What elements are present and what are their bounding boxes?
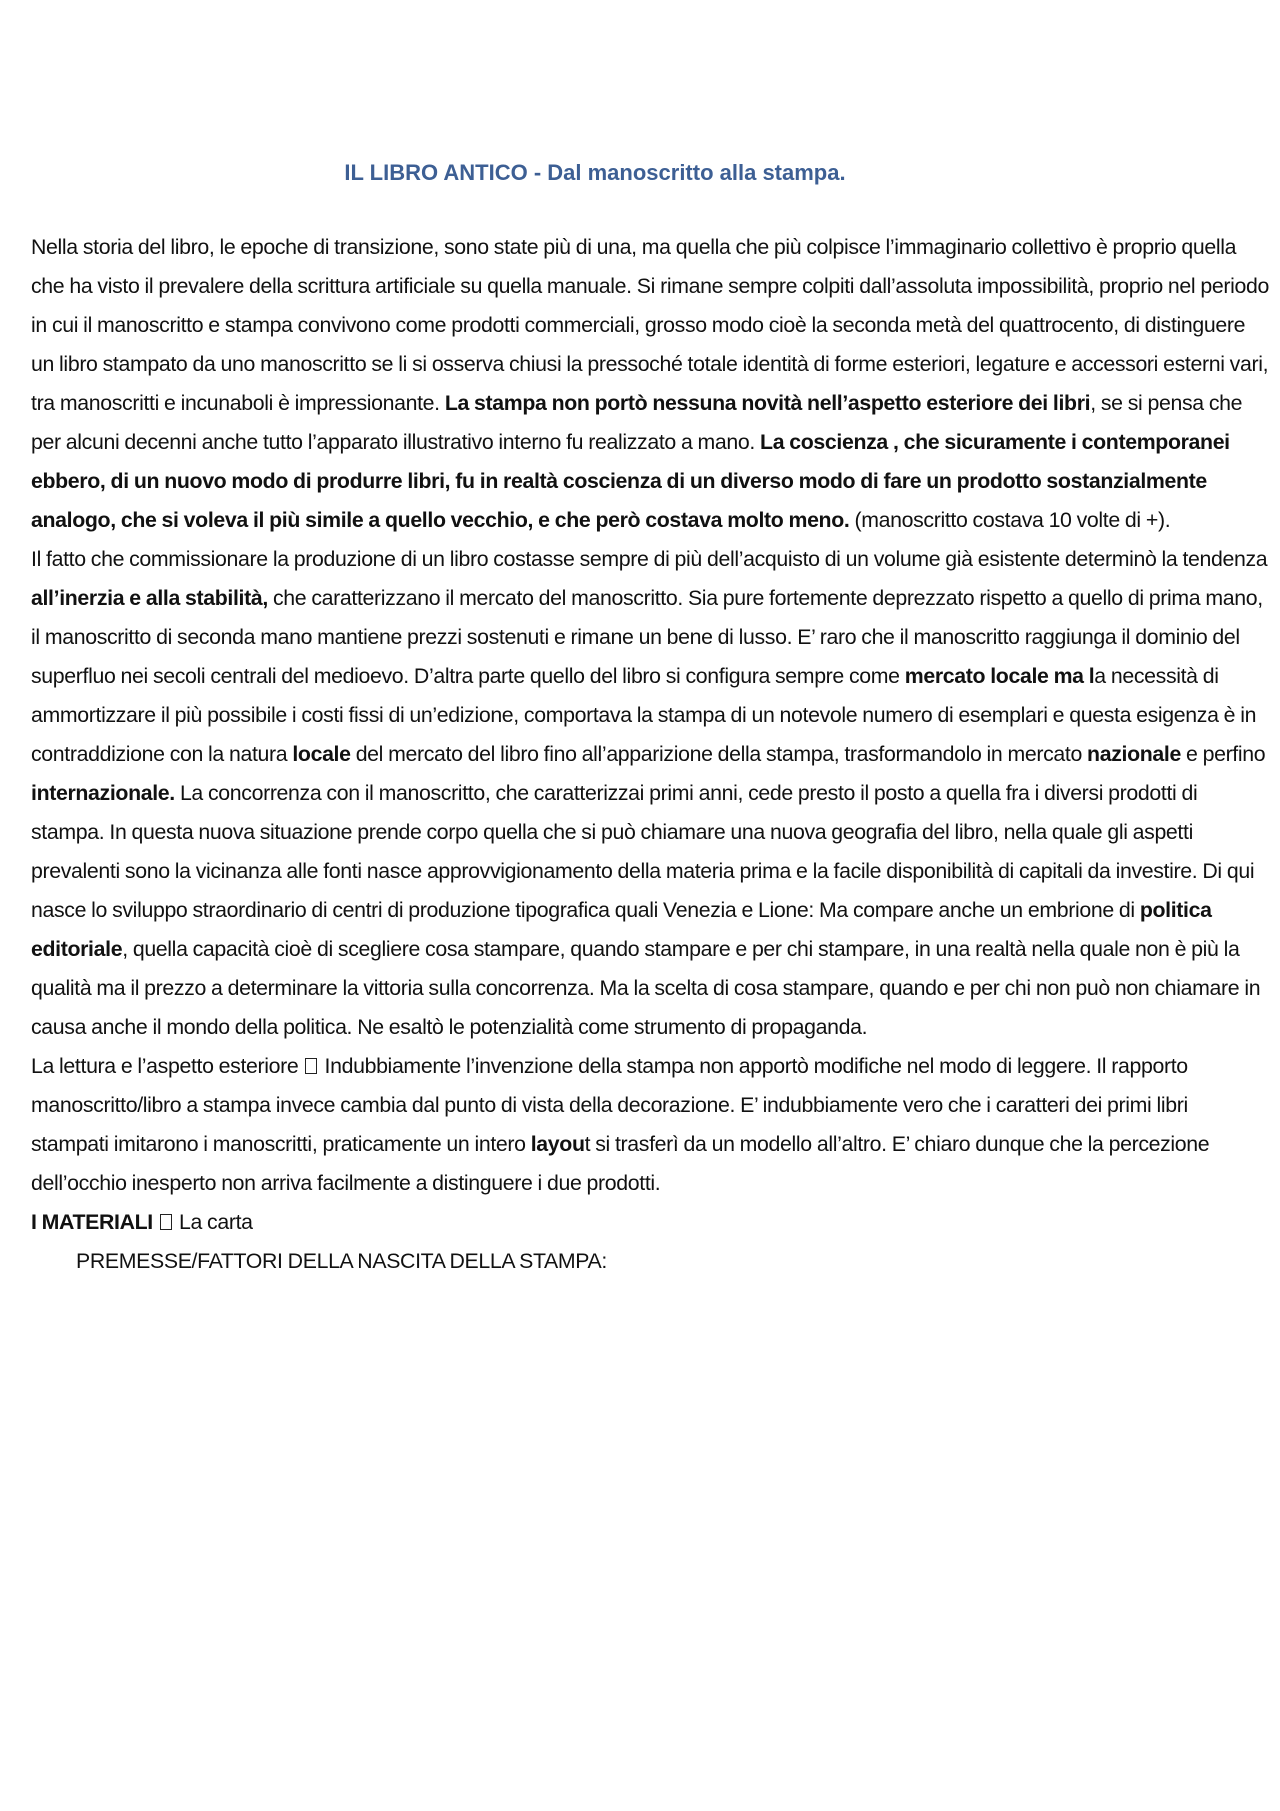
bold-run: nazionale: [1087, 742, 1181, 766]
bold-run: La stampa non portò nessuna novità nell’aspetto esteriore dei libri: [444, 391, 1091, 415]
document-title: IL LIBRO ANTICO - Dal manoscritto alla stampa.: [344, 160, 846, 185]
paragraph-intro: [31, 228, 1269, 540]
paragraph-reading: [31, 1047, 1269, 1203]
text-run: Nella storia del libro, le epoche di transizione, sono state più di una, ma quella che più colpisce l’immaginario collettivo è proprio quella che ha visto il prevalere della scrittura artificiale su quella manuale. Si rimane sempre colpiti dall’assoluta impossibilità, proprio nel periodo in cui il manoscritto e stampa convivono come prodotti commerciali, grosso modo cioè la seconda metà del quattrocento, di distinguere un libro stampato da uno manoscritto se li si osserva chiusi la pressoché totale identità di forme esteriori, legature e accessori esterni vari, tra manoscritti e incunaboli è impressionante.: [31, 235, 1269, 415]
text-run: t si trasferì da un modello all’altro. E’ chiaro dunque che la percezione dell’occhio inesperto non arriva facilmente a distinguere i due prodotti.: [31, 1132, 1210, 1195]
bold-run: layou: [530, 1132, 585, 1156]
text-run: La carta: [173, 1210, 253, 1234]
text-run: Il fatto che commissionare la produzione di un libro costasse sempre di più dell’acquisto di un volume già esistente determinò la tendenza: [31, 547, 1268, 571]
paragraph-market: [31, 540, 1269, 1047]
bold-run: La coscienza , che sicuramente i contemporanei ebbero, di un nuovo modo di produrre libri, fu in realtà coscienza di un diverso modo di fare un prodotto sostanzialmente analogo, che si voleva il più simile a quello vecchio, e che però costava molto meno.: [31, 430, 1230, 532]
text-run: La lettura e l’aspetto esteriore: [31, 1054, 304, 1078]
bold-run: mercato locale ma l: [904, 664, 1095, 688]
text-run: , se si pensa che per alcuni decenni anche tutto l’apparato illustrativo interno fu realizzato a mano.: [31, 391, 1243, 454]
bold-run: locale: [292, 742, 351, 766]
bold-run: internazionale.: [31, 781, 175, 805]
text-run: a necessità di ammortizzare il più possibile i costi fissi di un’edizione, comportava la stampa di un notevole numero di esemplari e questa esigenza è in contraddizione con la natura: [31, 664, 1257, 766]
paragraph-materials: [31, 1203, 1269, 1242]
text-run: (manoscritto costava 10 volte di +).: [849, 508, 1171, 532]
text-run: Indubbiamente l’invenzione della stampa non apportò modifiche nel modo di leggere. Il rapporto manoscritto/libro a stampa invece cambia dal punto di vista della decorazione. E’ indubbiamente vero che i caratteri dei primi libri stampati imitarono i manoscritti, praticamente un intero: [31, 1054, 1188, 1156]
document-body: [31, 228, 1269, 1281]
text-run: del mercato del libro fino all’apparizione della stampa, trasformandolo in mercato: [350, 742, 1088, 766]
text-run: PREMESSE/FATTORI DELLA NASCITA DELLA STAMPA:: [76, 1249, 607, 1273]
text-run: La concorrenza con il manoscritto, che caratterizzai primi anni, cede presto il posto a quella fra i diversi prodotti di stampa. In questa nuova situazione prende corpo quella che si può chiamare una nuova geografia del libro, nella quale gli aspetti prevalenti sono la vicinanza alle fonti nasce approvvigionamento della materia prima e la facile disponibilità di capitali da investire. Di qui nasce lo sviluppo straordinario di centri di produzione tipografica quali Venezia e Lione: Ma compare anche un embrione di: [31, 781, 1255, 922]
missing-glyph-icon: [160, 1214, 172, 1230]
bold-run: all’inerzia e alla stabilità,: [31, 586, 268, 610]
text-run: che caratterizzano il mercato del manoscritto. Sia pure fortemente deprezzato rispetto a quello di prima mano, il manoscritto di seconda mano mantiene prezzi sostenuti e rimane un bene di lusso. E’ raro che il manoscritto raggiunga il dominio del superfluo nei secoli centrali del medioevo. D’altra parte quello del libro si configura sempre come: [31, 586, 1263, 688]
text-run: , quella capacità cioè di scegliere cosa stampare, quando stampare e per chi stampare, in una realtà nella quale non è più la qualità ma il prezzo a determinare la vittoria sulla concorrenza. Ma la scelta di cosa stampare, quando e per chi non può non chiamare in causa anche il mondo della politica. Ne esaltò le potenzialità come strumento di propaganda.: [31, 937, 1261, 1039]
missing-glyph-icon: [305, 1058, 317, 1074]
bold-run: politica editoriale: [31, 898, 1212, 961]
paragraph-premises: [31, 1242, 1269, 1281]
text-run: e perfino: [1180, 742, 1266, 766]
bold-run: I MATERIALI: [31, 1210, 153, 1234]
